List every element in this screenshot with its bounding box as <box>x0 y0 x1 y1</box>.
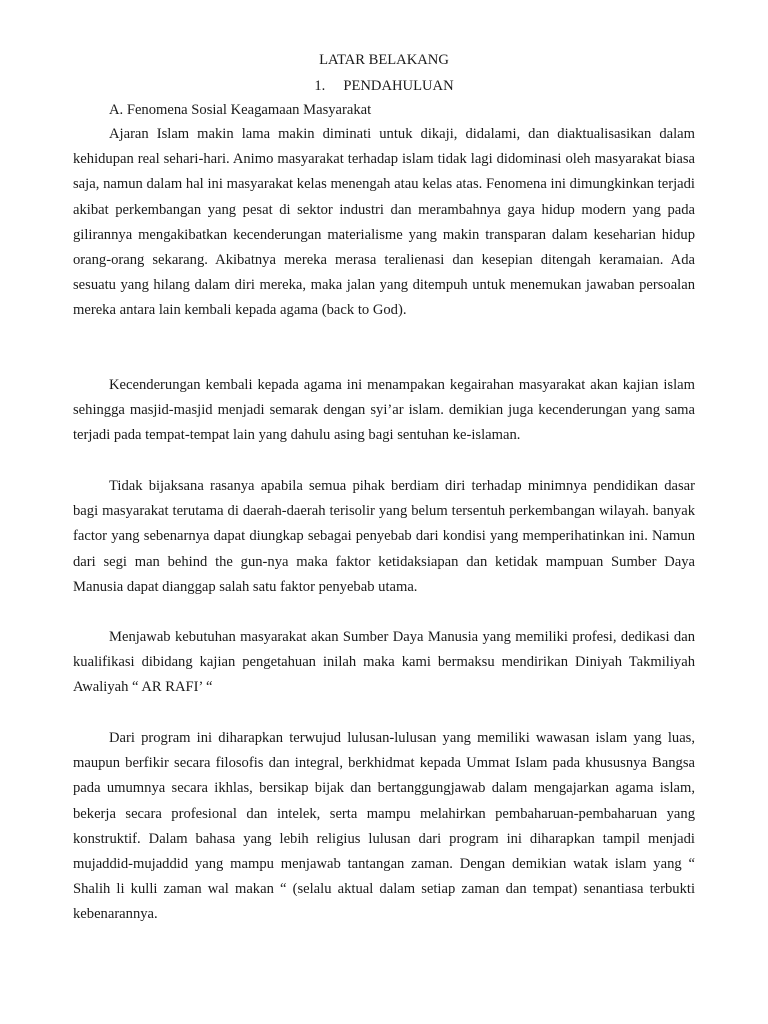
section-heading: A. Fenomena Sosial Keagamaan Masyarakat <box>109 102 372 118</box>
paragraph-3: Tidak bijaksana rasanya apabila semua pihak berdiam diri terhadap minimnya pendidikan dasar bagi masyarakat terutama di daerah-daerah terisolir yang belum tersentuh perkembangan wilayah. banyak factor yang sebenarnya dapat diungkap sebagai penyebab dari kondisi yang memperihatinkan ini. Namun dari segi man behind the gun-nya maka faktor ketidaksiapan dan ketidak mampuan Sumber Daya Manusia dapat dianggap salah satu faktor penyebab utama. <box>73 478 695 595</box>
subtitle-number: 1. <box>314 78 326 94</box>
document-title: LATAR BELAKANG <box>319 52 449 68</box>
document-subtitle <box>0 76 768 96</box>
paragraph-5: Dari program ini diharapkan terwujud lulusan-lulusan yang memiliki wawasan islam yang luas, maupun berfikir secara filosofis dan integral, berkhidmat kepada Ummat Islam pada khususnya Bangsa pada umumnya secara ikhlas, bersikap bijak dan bertanggungjawab dalam mengajarkan agama islam, bekerja secara profesional dan intelek, serta mampu melahirkan pembaharuan-pembaharuan yang konstruktif. Dalam bahasa yang lebih religius lulusan dari program ini diharapkan tampil menjadi mujaddid-mujaddid yang mampu menjawab tantangan zaman. Dengan demikian watak islam yang “ Shalih li kulli zaman wal makan “ (selalu aktual dalam setiap zaman dan tempat) senantiasa terbukti kebenarannya. <box>73 730 695 923</box>
paragraph-1: Ajaran Islam makin lama makin diminati untuk dikaji, didalami, dan diaktualisasikan dalam kehidupan real sehari-hari. Animo masyarakat terhadap islam tidak lagi didominasi oleh masyarakat biasa saja, namun dalam hal ini masyarakat kelas menengah atau kelas atas. Fenomena ini dimungkinkan terjadi akibat perkembangan yang pesat di sektor industri dan merambahnya gaya hidup modern yang pada gilirannya mengakibatkan kecenderungan materialisme yang makin transparan dalam keseharian hidup orang-orang sekarang. Akibatnya mereka merasa teralienasi dan kesepian ditengah keramaian. Ada sesuatu yang hilang dalam diri mereka, maka jalan yang ditempuh untuk menemukan jawaban persoalan mereka antara lain kembali kepada agama (back to God). <box>73 126 695 319</box>
paragraph-4: Menjawab kebutuhan masyarakat akan Sumber Daya Manusia yang memiliki profesi, dedikasi dan kualifikasi dibidang kajian pengetahuan inilah maka kami bermaksu mendirikan Diniyah Takmiliyah Awaliyah “ AR RAFI’ “ <box>73 629 695 696</box>
paragraph-2: Kecenderungan kembali kepada agama ini menampakan kegairahan masyarakat akan kajian islam sehingga masjid-masjid menjadi semarak dengan syi’ar islam. demikian juga kecenderungan yang sama terjadi pada tempat-tempat lain yang dahulu asing bagi sentuhan ke-islaman. <box>73 377 695 444</box>
subtitle-text: PENDAHULUAN <box>343 78 454 94</box>
